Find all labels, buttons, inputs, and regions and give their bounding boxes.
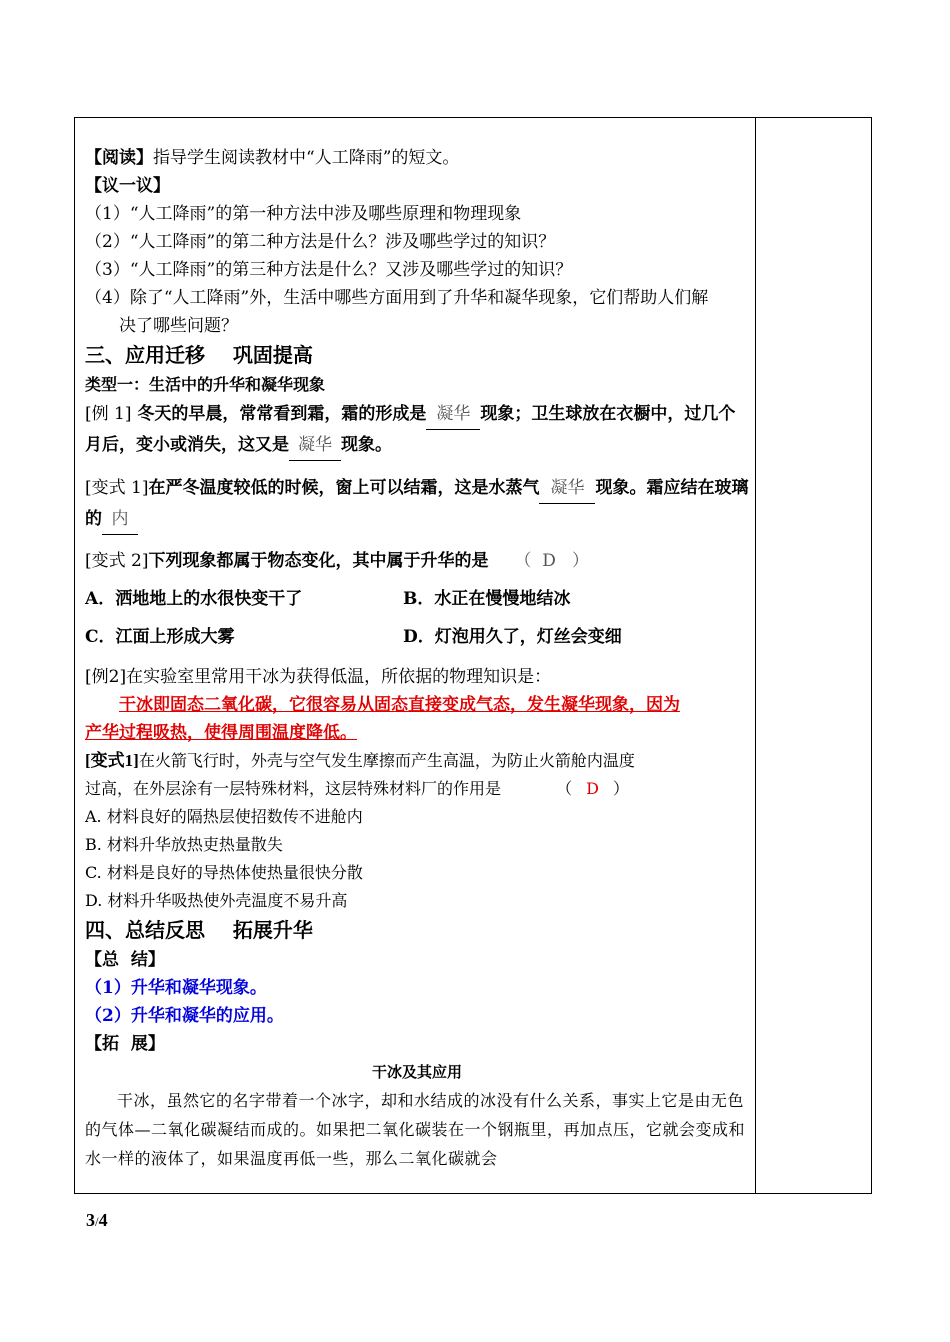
discuss-item-4-cont: 决了哪些问题？ [119, 316, 238, 336]
variant-2-answer: （ D ） [514, 551, 590, 571]
example-2 [85, 663, 749, 691]
section3-title: 三、应用迁移 巩固提高 [85, 343, 313, 367]
example-1-label: [例 1] [85, 404, 132, 424]
discuss-tag: 【议一议】 [85, 176, 170, 196]
read-text: 指导学生阅读教材中“人工降雨”的短文。 [153, 148, 460, 168]
variant-2-label: [变式 2] [85, 551, 149, 571]
lesson-table [74, 117, 872, 1194]
variant-2-options-row-2 [85, 623, 749, 651]
variant-1-text-1: 在严冬温度较低的时候，窗上可以结霜，这是水蒸气 [148, 478, 540, 498]
variant-3-answer: D [586, 779, 599, 798]
section4-title: 四、总结反思 拓展升华 [85, 918, 313, 942]
variant-2-options-row-1 [85, 585, 749, 613]
page-total: 4 [98, 1210, 108, 1230]
extend-tag: 【拓 展】 [85, 1034, 165, 1054]
summary-item-1: （1）升华和凝华现象。 [85, 978, 267, 998]
example-2-answer-line-2: 产华过程吸热，使得周围温度降低。 [85, 723, 357, 743]
variant-2-option-a: A．洒地地上的水很快变干了 [85, 589, 303, 609]
variant-2-option-b: B．水正在慢慢地结冰 [403, 589, 571, 609]
variant-2-question: 下列现象都属于物态变化，其中属于升华的是 [148, 551, 489, 571]
variant-3-line-2-row [85, 775, 749, 803]
example-1-text-1: 冬天的早晨，常常看到霜，霜的形成是 [137, 404, 427, 424]
variant-1 [85, 473, 749, 535]
example-2-question: 在实验室里常用干冰为获得低温，所依据的物理知识是： [126, 667, 552, 687]
read-tag: 【阅读】 [85, 148, 153, 168]
variant-3 [85, 747, 749, 775]
discuss-item-2: （2）“人工降雨”的第二种方法是什么？涉及哪些学过的知识？ [85, 232, 556, 252]
page-separator: / [95, 1214, 99, 1229]
variant-2-option-d: D．灯泡用久了，灯丝会变细 [403, 627, 622, 647]
variant-3-paren-close: ） [612, 779, 629, 798]
page-number [86, 1210, 108, 1231]
variant-1-label: [变式 1] [85, 478, 149, 498]
example-1 [85, 399, 749, 461]
variant-2 [85, 547, 749, 575]
example-1-text-2: 现象；卫生球放在衣橱中，过几个月后，变小或消失，这又是 [85, 404, 736, 455]
page-current: 3 [86, 1210, 95, 1230]
variant-1-text-2: 现象。霜应结在玻璃的 [85, 478, 749, 529]
variant-3-label: [变式1] [85, 751, 139, 770]
variant-3-option-d: D. 材料升华吸热使外壳温度不易升高 [85, 891, 348, 910]
variant-3-line-1: 在火箭飞行时，外壳与空气发生摩擦而产生高温，为防止火箭舱内温度 [138, 751, 635, 770]
column-divider [755, 118, 756, 1193]
type1-heading: 类型一：生活中的升华和凝华现象 [85, 375, 326, 394]
discuss-item-1: （1）“人工降雨”的第一种方法中涉及哪些原理和物理现象 [85, 204, 522, 224]
discuss-item-3: （3）“人工降雨”的第三种方法是什么？又涉及哪些学过的知识？ [85, 260, 573, 280]
summary-tag: 【总 结】 [85, 950, 165, 970]
example-1-blank-1: 凝华 [426, 399, 480, 430]
example-2-label: [例2] [85, 667, 127, 687]
variant-3-option-a: A. 材料良好的隔热层使招数传不进舱内 [85, 807, 363, 826]
variant-2-option-c: C．江面上形成大雾 [85, 627, 235, 647]
read-line [85, 144, 749, 172]
variant-3-option-c: C. 材料是良好的导热体使热量很快分散 [85, 863, 363, 882]
discuss-item-4: （4）除了“人工降雨”外，生活中哪些方面用到了升华和凝华现象，它们帮助人们解 [85, 288, 709, 308]
article-text: 干冰，虽然它的名字带着一个冰字，却和水结成的冰没有什么关系，事实上它是由无色的气体—二氧化碳凝结而成的。如果把二氧化碳装在一个钢瓶里，再加点压，它就会变成和水一样的液体了，如果温度再低一些，那么二氧化碳就会 [85, 1091, 746, 1168]
example-1-blank-2: 凝华 [289, 430, 341, 461]
variant-3-option-b: B. 材料升华放热吏热量散失 [85, 835, 283, 854]
article-title: 干冰及其应用 [371, 1063, 462, 1081]
summary-item-2: （2）升华和凝华的应用。 [85, 1006, 284, 1026]
example-1-text-3: 现象。 [341, 435, 392, 455]
variant-3-line-2: 过高，在外层涂有一层特殊材料，这层特殊材料厂的作用是 [85, 779, 502, 798]
variant-1-blank-2: 内 [102, 504, 138, 535]
variant-3-paren-open: （ [556, 779, 573, 798]
lesson-content [85, 144, 749, 1173]
variant-1-blank-1: 凝华 [539, 473, 595, 504]
example-2-answer-line-1: 干冰即固态二氧化碳，它很容易从固态直接变成气态，发生凝华现象，因为 [119, 695, 680, 715]
